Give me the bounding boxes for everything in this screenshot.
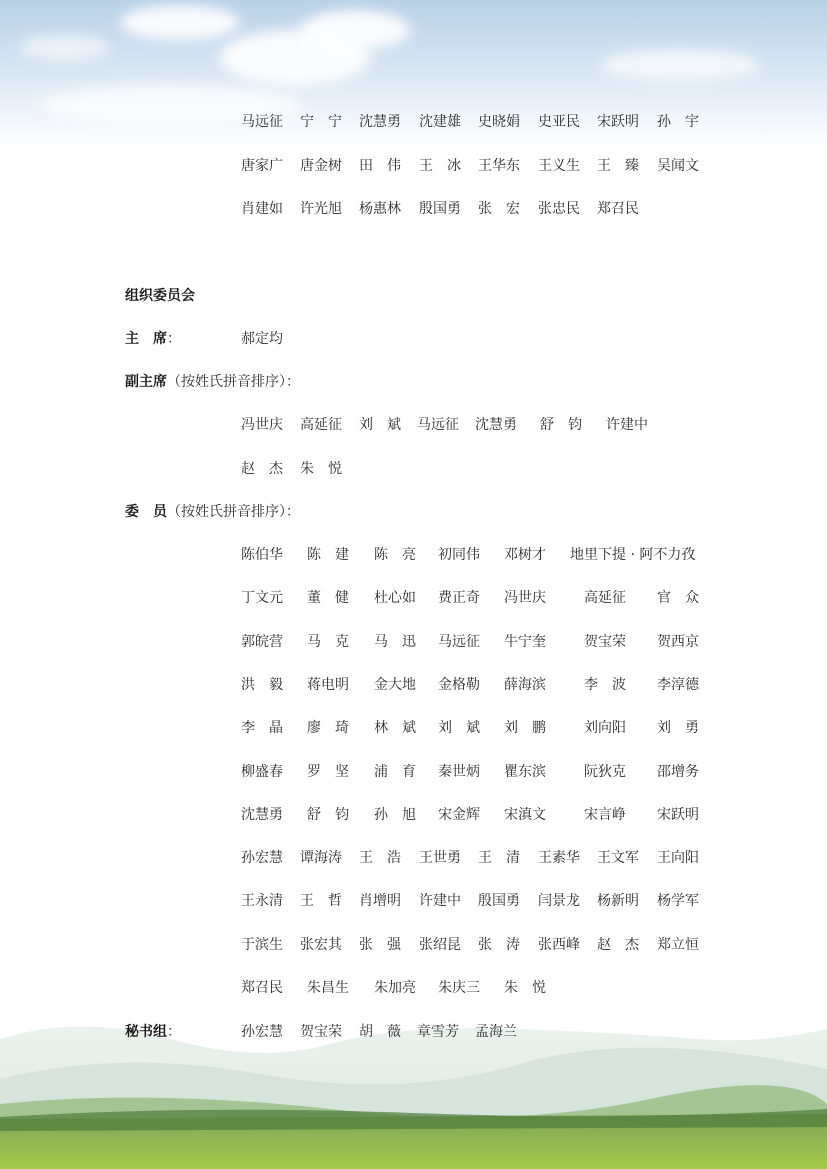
- member-note: （按姓氏拼音排序）：: [167, 504, 300, 520]
- person-name: 闫景龙: [538, 893, 580, 910]
- member-label: 委 员: [125, 504, 167, 520]
- person-name: 赵 杰: [597, 936, 639, 953]
- person-name: 廖 琦: [307, 720, 349, 737]
- person-name: 许光旭: [300, 201, 342, 217]
- person-name: 张西峰: [538, 936, 580, 953]
- person-name: 王华东: [478, 157, 520, 174]
- person-name: 杨新明: [597, 893, 639, 910]
- person-name: 贺西京: [657, 633, 699, 650]
- person-name: 张 强: [359, 936, 401, 953]
- person-name: 刘 斌: [359, 417, 401, 433]
- person-name: 初同伟: [438, 547, 480, 563]
- person-name: 宋跃明: [597, 114, 639, 130]
- person-name: 金大地: [374, 676, 416, 693]
- chair-name: 郝定均: [241, 331, 283, 347]
- person-name: 唐家广: [241, 157, 283, 174]
- person-name: 高延征: [300, 417, 342, 433]
- person-name: 宋滇文: [504, 806, 546, 823]
- person-name: 孙宏慧: [241, 850, 283, 867]
- person-name: 薛海滨: [504, 676, 546, 693]
- person-name: 朱庆三: [438, 980, 480, 996]
- person-name: 金格勒: [438, 676, 480, 693]
- person-name: 马远征: [417, 417, 459, 433]
- person-name: 李淳德: [657, 676, 699, 693]
- person-name: 丁文元: [241, 590, 283, 607]
- person-name: 宋金辉: [438, 806, 480, 823]
- person-name: 王 冰: [419, 157, 461, 174]
- person-name: 孙 宇: [657, 114, 699, 130]
- person-name: 沈建雄: [419, 114, 461, 130]
- person-name: 张宏其: [300, 936, 342, 953]
- person-name: 史亚民: [538, 114, 580, 130]
- person-name: 殷国勇: [419, 201, 461, 217]
- person-name: 孙宏慧: [241, 1024, 283, 1040]
- person-name: 王 浩: [359, 850, 401, 867]
- person-name: 王永清: [241, 893, 283, 910]
- person-name: 孟海兰: [475, 1024, 517, 1040]
- person-name: 沈慧勇: [475, 417, 517, 433]
- person-name: 于滨生: [241, 936, 283, 953]
- person-name: 郑召民: [241, 980, 283, 996]
- person-name: 赵 杰: [241, 460, 283, 477]
- member-label-row: [125, 502, 300, 522]
- person-name: 沈慧勇: [241, 806, 283, 823]
- person-name: 肖增明: [359, 893, 401, 910]
- person-name: 柳盛春: [241, 763, 283, 780]
- person-name: 朱昌生: [307, 980, 349, 996]
- person-name: 官 众: [657, 590, 699, 607]
- person-name: 王向阳: [657, 850, 699, 867]
- person-name: 许建中: [419, 893, 461, 910]
- person-name: 高延征: [584, 590, 626, 607]
- person-name: 阮狄克: [584, 763, 626, 780]
- person-name: 张 涛: [478, 936, 520, 953]
- person-name: 张忠民: [538, 201, 580, 217]
- person-name: 王素华: [538, 850, 580, 867]
- person-name: 王义生: [538, 157, 580, 174]
- person-name: 陈 亮: [374, 547, 416, 563]
- person-name: 王 臻: [597, 157, 639, 174]
- person-name: 冯世庆: [241, 417, 283, 433]
- person-name: 田 伟: [359, 157, 401, 174]
- person-name: 宋跃明: [657, 806, 699, 823]
- person-name: 林 斌: [374, 720, 416, 737]
- person-name: 张 宏: [478, 201, 520, 217]
- person-name: 马远征: [438, 633, 480, 650]
- person-name: 罗 坚: [307, 763, 349, 780]
- person-name: 王文军: [597, 850, 639, 867]
- section-title: 组织委员会: [125, 288, 195, 304]
- person-name: 刘 鹏: [504, 720, 546, 737]
- person-name: 陈伯华: [241, 547, 283, 563]
- person-name: 马远征: [241, 114, 283, 130]
- person-name: 刘 斌: [438, 720, 480, 737]
- person-name: 胡 薇: [359, 1024, 401, 1040]
- person-name: 李 波: [584, 676, 626, 693]
- person-name: 邵增务: [657, 763, 699, 780]
- person-name: 张绍昆: [419, 936, 461, 953]
- person-name: 王 哲: [300, 893, 342, 910]
- person-name: 瞿东滨: [504, 763, 546, 780]
- vice-chair-label-row: [125, 372, 300, 392]
- person-name: 朱 悦: [300, 460, 342, 477]
- person-name: 肖建如: [241, 201, 283, 217]
- person-name: 浦 育: [374, 763, 416, 780]
- person-name: 郑立恒: [657, 936, 699, 953]
- person-name: 杜心如: [374, 590, 416, 607]
- person-name: 冯世庆: [504, 590, 546, 607]
- person-name: 朱 悦: [504, 980, 546, 996]
- person-name: 史晓娟: [478, 114, 520, 130]
- chair-label: 主 席: [125, 331, 167, 347]
- person-name: 舒 钧: [540, 417, 582, 433]
- person-name: 郭皖营: [241, 633, 283, 650]
- person-name: 章雪芳: [417, 1024, 459, 1040]
- person-name: 谭海涛: [300, 850, 342, 867]
- person-name: 许建中: [606, 417, 648, 433]
- secretary-colon: ：: [167, 1024, 181, 1040]
- person-name: 陈 建: [307, 547, 349, 563]
- person-name: 王 清: [478, 850, 520, 867]
- secretary-label: 秘书组: [125, 1024, 167, 1040]
- person-name: 邓树才: [504, 547, 546, 563]
- person-name: 殷国勇: [478, 893, 520, 910]
- person-name: 沈慧勇: [359, 114, 401, 130]
- person-name: 贺宝荣: [300, 1024, 342, 1040]
- person-name: 李 晶: [241, 720, 283, 737]
- person-name: 地里下提 · 阿不力孜: [570, 547, 696, 563]
- person-name: 蒋电明: [307, 676, 349, 693]
- secretary-label-row: [125, 1022, 181, 1042]
- vice-chair-label: 副主席: [125, 374, 167, 390]
- person-name: 吴闻文: [657, 157, 699, 174]
- person-name: 马 迅: [374, 633, 416, 650]
- person-name: 秦世炳: [438, 763, 480, 780]
- person-name: 杨惠林: [359, 201, 401, 217]
- chair-colon: ：: [167, 331, 181, 347]
- person-name: 刘 勇: [657, 720, 699, 737]
- person-name: 马 克: [307, 633, 349, 650]
- person-name: 朱加亮: [374, 980, 416, 996]
- person-name: 费正奇: [438, 590, 480, 607]
- person-name: 牛宁奎: [504, 633, 546, 650]
- person-name: 孙 旭: [374, 806, 416, 823]
- person-name: 宋言峥: [584, 806, 626, 823]
- person-name: 洪 毅: [241, 676, 283, 693]
- person-name: 王世勇: [419, 850, 461, 867]
- person-name: 郑召民: [597, 201, 639, 217]
- person-name: 贺宝荣: [584, 633, 626, 650]
- person-name: 舒 钧: [307, 806, 349, 823]
- chair-label-row: [125, 329, 181, 349]
- person-name: 宁 宁: [300, 114, 342, 130]
- sky-header-background: [0, 0, 827, 150]
- person-name: 唐金树: [300, 157, 342, 174]
- person-name: 董 健: [307, 590, 349, 607]
- vice-chair-note: （按姓氏拼音排序）：: [167, 374, 300, 390]
- person-name: 杨学军: [657, 893, 699, 910]
- person-name: 刘向阳: [584, 720, 626, 737]
